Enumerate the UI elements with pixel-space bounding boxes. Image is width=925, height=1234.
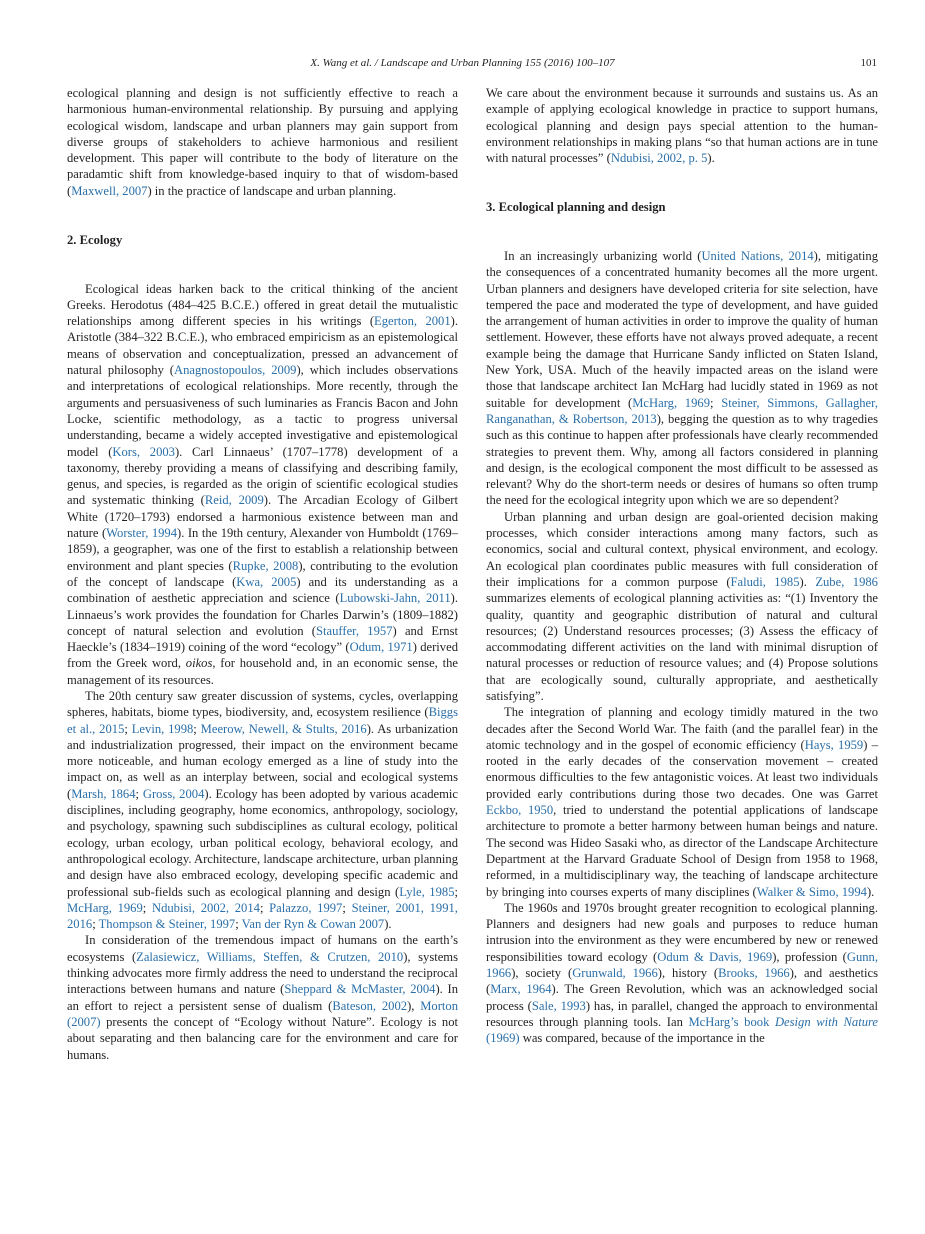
citation-link[interactable]: Gross, 2004: [142, 786, 205, 801]
citation-link[interactable]: Gunn, 1966: [486, 949, 878, 981]
text-run: , for household and, in an economic sense, the management of its resources.: [67, 656, 458, 687]
citation-link[interactable]: Meerow, Newell, & Stults, 2016: [200, 721, 367, 736]
text-run: ). The Arcadian Ecology of Gilbert White (1720–1793) endorsed a harmonious existence between man and nature (: [67, 493, 458, 541]
citation-link[interactable]: Bateson, 2002: [332, 998, 408, 1013]
text-run: ). The Green Revolution, which was an acknowledged social process (: [486, 982, 879, 1013]
text-run: Ecological ideas harken back to the critical thinking of the ancient Greeks. Herodotus (484–425 B.C.E.) offered in great detail the mutualistic relationships among different species in his writings (: [67, 281, 458, 329]
text-run: ). Aristotle (384–322 B.C.E.), who embraced empiricism as an epistemological means of observation and conceptualization, pressed an advancement of natural philosophy (: [67, 314, 458, 378]
citation-link[interactable]: Steiner, 2001, 1991, 2016: [67, 900, 458, 932]
citation-link[interactable]: Rupke, 2008: [232, 558, 299, 573]
citation-link[interactable]: Anagnostopoulos, 2009: [174, 363, 297, 378]
text-run: In consideration of the tremendous impact of humans on the earth’s ecosystems (: [67, 933, 458, 964]
citation-link[interactable]: Stauffer, 1957: [316, 623, 393, 638]
citation-link[interactable]: Maxwell, 2007: [71, 183, 148, 198]
citation-link[interactable]: Walker & Simo, 1994: [756, 884, 867, 899]
text-run: ;: [135, 786, 143, 801]
citation-link[interactable]: Marsh, 1864: [71, 786, 136, 801]
paragraph-ecology-2: [67, 688, 458, 932]
running-header: [0, 55, 925, 71]
text-run: ;: [454, 884, 458, 899]
text-run: The 1960s and 1970s brought greater recognition to ecological planning. Planners and designers had new goals and purposes to reduce human intrusion into the environment as they were encumbered by new or renewed responsibilities toward ecology (: [486, 900, 878, 964]
text-run: ). Linnaeus’s work provides the foundation for Charles Darwin’s (1809–1882) concept of natural selection and evolution (: [67, 591, 459, 638]
text-run: ) and its understanding as a combination of aesthetic appreciation and science (: [67, 574, 459, 606]
text-run: ) in the practice of landscape and urban planning.: [147, 183, 397, 198]
citation-link[interactable]: Biggs et al., 2015: [67, 705, 458, 736]
left-column: [67, 85, 458, 1063]
text-run: was compared, because of the importance in the: [519, 1031, 765, 1046]
paragraph-planning-2: [486, 509, 878, 705]
text-run: ), history (: [657, 966, 719, 981]
section-heading-ecological-planning: 3. Ecological planning and design: [486, 200, 666, 215]
section-heading-ecology: 2. Ecology: [67, 232, 123, 247]
text-run: ). In the 19th century, Alexander von Humboldt (1769–1859), a geographer, was one of the first to establish a relationship between environment and plant species (: [67, 526, 458, 573]
text-run: ), begging the question as to why tragedies such as this continue to happen after professionals have clearly recommended strategies to prevent them. Why, among all factors considered in planning and design, is the ecological component the most difficult to be assessed as relevant? Why do the short-term needs or desires of humans so often trump the need for the ecological integrity upon which we are so dependent?: [486, 411, 878, 508]
citation-link[interactable]: Ndubisi, 2002, 2014: [151, 900, 260, 915]
text-run: ).: [866, 884, 875, 899]
text-run: ), profession (: [772, 949, 847, 964]
citation-link[interactable]: McHarg, 1969: [67, 900, 143, 915]
citation-link[interactable]: Van der Ryn & Cowan 2007: [241, 917, 385, 932]
citation-link[interactable]: Lyle, 1985: [399, 884, 455, 899]
citation-link[interactable]: McHarg’s book: [688, 1014, 775, 1029]
text-run: In an increasingly urbanizing world (: [504, 248, 702, 263]
text-run: ecological planning and design is not sufficiently effective to reach a harmonious human-environmental relationship. By pursuing and applying ecological wisdom, landscape and urban planners may gain support from diverse groups of stakeholders to achieve harmonious and resilient development. This paper will contribute to the body of literature on the paradamtic shift from knowledge-based inquiry to that of wisdom-based (: [67, 86, 458, 198]
paragraph-ecology-3: [67, 932, 458, 1062]
text-run: We care about the environment because it surrounds and sustains us. As an example of applying ecological knowledge in practice to support humans, ecological planning and design pays special attention to the human-environment relationships in making plans “so that human actions are in tune with natural processes” (: [486, 86, 878, 166]
citation-link[interactable]: Odum & Davis, 1969: [657, 949, 773, 964]
citation-link[interactable]: Worster, 1994: [106, 526, 178, 541]
citation-link[interactable]: Egerton, 2001: [374, 314, 451, 329]
paragraph-planning-4: [486, 900, 878, 1047]
text-run: ;: [193, 721, 201, 736]
citation-link[interactable]: Faludi, 1985: [730, 574, 800, 589]
citation-link[interactable]: Zube, 1986: [815, 574, 878, 589]
running-head: X. Wang et al. / Landscape and Urban Planning 155 (2016) 100–107: [310, 57, 615, 69]
text-run: ).: [799, 574, 816, 589]
text-run: The integration of planning and ecology timidly matured in the two decades after the Second World War. The faith (and the parallel fear) in the atomic technology and in the gospel of economic efficiency (: [486, 705, 878, 752]
text-run: ). In an effort to reject a persistent sense of dualism (: [67, 982, 458, 1013]
text-run: ), contributing to the evolution of the concept of landscape (: [67, 558, 459, 589]
paragraph-planning-3: [486, 704, 878, 900]
spacer: [486, 215, 878, 248]
citation-link[interactable]: Kwa, 2005: [236, 574, 297, 589]
text-run: ). As urbanization and industrialization progressed, their impact on the environment became more noticeable, and human ecology emerged as a line of study into the impact on, as well as an interplay between, social and ecological systems (: [67, 721, 458, 801]
citation-link[interactable]: Palazzo, 1997: [269, 900, 343, 915]
citation-link[interactable]: Thompson & Steiner, 1997: [98, 917, 236, 932]
citation-link[interactable]: Morton (2007): [67, 998, 458, 1029]
citation-link[interactable]: Lubowski-Jahn, 2011: [339, 591, 451, 606]
paragraph-intro-continued: [67, 85, 458, 199]
text-run: ;: [124, 721, 132, 736]
text-run: ) derived from the Greek word,: [67, 640, 458, 671]
text-run: ).: [707, 151, 715, 166]
citation-link[interactable]: Ndubisi, 2002, p. 5: [610, 151, 708, 166]
text-run: ) – rooted in the early decades of the conservation movement – created enormous difficulties to the few antagonistic voices. At least two individuals provided early contributions during those two decades. One was Garret: [486, 737, 879, 801]
citation-link[interactable]: Zalasiewicz, Williams, Steffen, & Crutzen, 2010: [136, 949, 404, 964]
text-run: ;: [235, 917, 242, 932]
text-run: ). Ecology has been adopted by various academic disciplines, including geography, home economics, anthropology, sociology, and psychology, spawning such subdisciplines as cultural ecology, political ecology, urban ecology, urban political ecology, behavioral ecology, and anthropological ecology. Architecture, landscape architecture, urban planning and design have also embraced ecology, developing specific academic and professional sub-fields such as ecological planning and design (: [67, 786, 458, 899]
citation-link[interactable]: Hays, 1959: [804, 737, 864, 752]
right-column: [486, 85, 878, 1047]
citation-link[interactable]: (1969): [486, 1031, 520, 1046]
citation-link[interactable]: Sheppard & McMaster, 2004: [284, 982, 436, 997]
citation-link[interactable]: Reid, 2009: [204, 493, 264, 508]
citation-link[interactable]: McHarg, 1969: [632, 395, 710, 410]
italic-term: oikos: [185, 656, 213, 671]
spacer: [67, 199, 458, 232]
text-run: The 20th century saw greater discussion of systems, cycles, overlapping spheres, habitats, biome types, biodiversity, and, ecosystem resilience (: [67, 688, 458, 720]
citation-link[interactable]: Sale, 1993: [531, 998, 586, 1013]
page-number: 101: [860, 57, 877, 69]
text-run: ) and Ernst Haeckle’s (1834–1919) coining of the word “ecology” (: [67, 623, 458, 655]
citation-link[interactable]: United Nations, 2014: [701, 248, 814, 263]
text-run: , tried to understand the potential applications of landscape architecture to promote a better harmony between human beings and nature. The second was Hideo Sasaki who, as director of the Landscape Architecture Department at the Harvard Graduate School of Design from 1958 to 1968, reformed, in a multidisciplinary way, the teaching of landscape architecture by bringing into courses experts of many disciplines (: [486, 803, 878, 899]
text-run: ;: [710, 395, 722, 410]
citation-link[interactable]: Levin, 1998: [131, 721, 194, 736]
text-run: ;: [142, 900, 152, 915]
citation-link[interactable]: Marx, 1964: [490, 982, 552, 997]
paragraph-planning-1: [486, 248, 878, 509]
citation-link[interactable]: Steiner, Simmons, Gallagher, Ranganathan, & Robertson, 2013: [486, 395, 878, 426]
citation-link[interactable]: Kors, 2003: [112, 444, 175, 459]
paragraph-ecology-continued: [486, 85, 878, 166]
text-run: ;: [342, 900, 352, 915]
text-run: ), systems thinking advocates more firmly address the need to understand the reciprocal interactions between humans and nature (: [67, 949, 459, 997]
text-run: ),: [407, 998, 421, 1013]
citation-link[interactable]: Brooks, 1966: [718, 966, 790, 981]
text-run: ). Carl Linnaeus’ (1707–1778) development of a taxonomy, thereby providing a means of classifying and describing family, genus, and species, is regarded as the origin of scientific ecological studies and systematic thinking (: [67, 444, 458, 508]
text-run: ), society (: [511, 966, 573, 981]
spacer: [67, 248, 458, 281]
text-run: summarizes elements of ecological planning activities as: “(1) Inventory the quality, quantity and geographic distribution of natural and cultural resources; (2) Understand resources processes; (3) Assess the efficacy of accommodating different activities on the land with minimal disruption of natural processes or reduction of resource values; and (4) Propose solutions that are ecologically sound, culturally appropriate, and aesthetically satisfying”.: [486, 591, 878, 703]
text-run: ), mitigating the consequences of a concentrated humanity becomes all the more urgent. Urban planners and designers have developed criteria for site selection, have tempered the pace and moderated the type of development, and have guided the arrangement of human activities in order to improve the quality of human settlement. However, these efforts have not always proved adequate, a recent example being the damage that Hurricane Sandy inflicted on Staten Island, New York, USA. Much of the heavily impacted areas on the island were those that landscape architect Ian McHarg had lucidly stated in 1969 as not suitable for development (: [486, 248, 878, 410]
text-run: Urban planning and urban design are goal-oriented decision making processes, which consider interactions among many factors, such as economics, social and cultural context, physical environment, and ecology. An ecological plan coordinates public measures with full consideration of their implications for a common purpose (: [486, 509, 878, 589]
citation-link-title[interactable]: Design with Nature: [774, 1014, 879, 1029]
text-run: ), and aesthetics (: [486, 966, 878, 997]
paragraph-ecology-1: [67, 281, 458, 688]
citation-link[interactable]: Grunwald, 1966: [572, 966, 658, 981]
text-run: ;: [259, 900, 270, 915]
text-run: ), which includes observations and interpretations of ecological relationships. More recently, through the arguments and persuasiveness of such luminaries as Francis Bacon and John Locke, scientific methodology, as a tactic to progress universal understanding, became a widely accepted investigative and epistemological model (: [67, 363, 459, 459]
text-run: ) has, in parallel, changed the approach to environmental resources through planning tools. Ian: [486, 998, 878, 1029]
text-run: ).: [384, 917, 392, 932]
citation-link[interactable]: Eckbo, 1950: [486, 803, 554, 818]
text-run: presents the concept of “Ecology without Nature”. Ecology is not about separating and then balancing care for the environment and care for humans.: [67, 1014, 458, 1062]
spacer: [486, 166, 878, 199]
citation-link[interactable]: Odum, 1971: [349, 640, 413, 655]
text-run: ;: [92, 917, 99, 932]
